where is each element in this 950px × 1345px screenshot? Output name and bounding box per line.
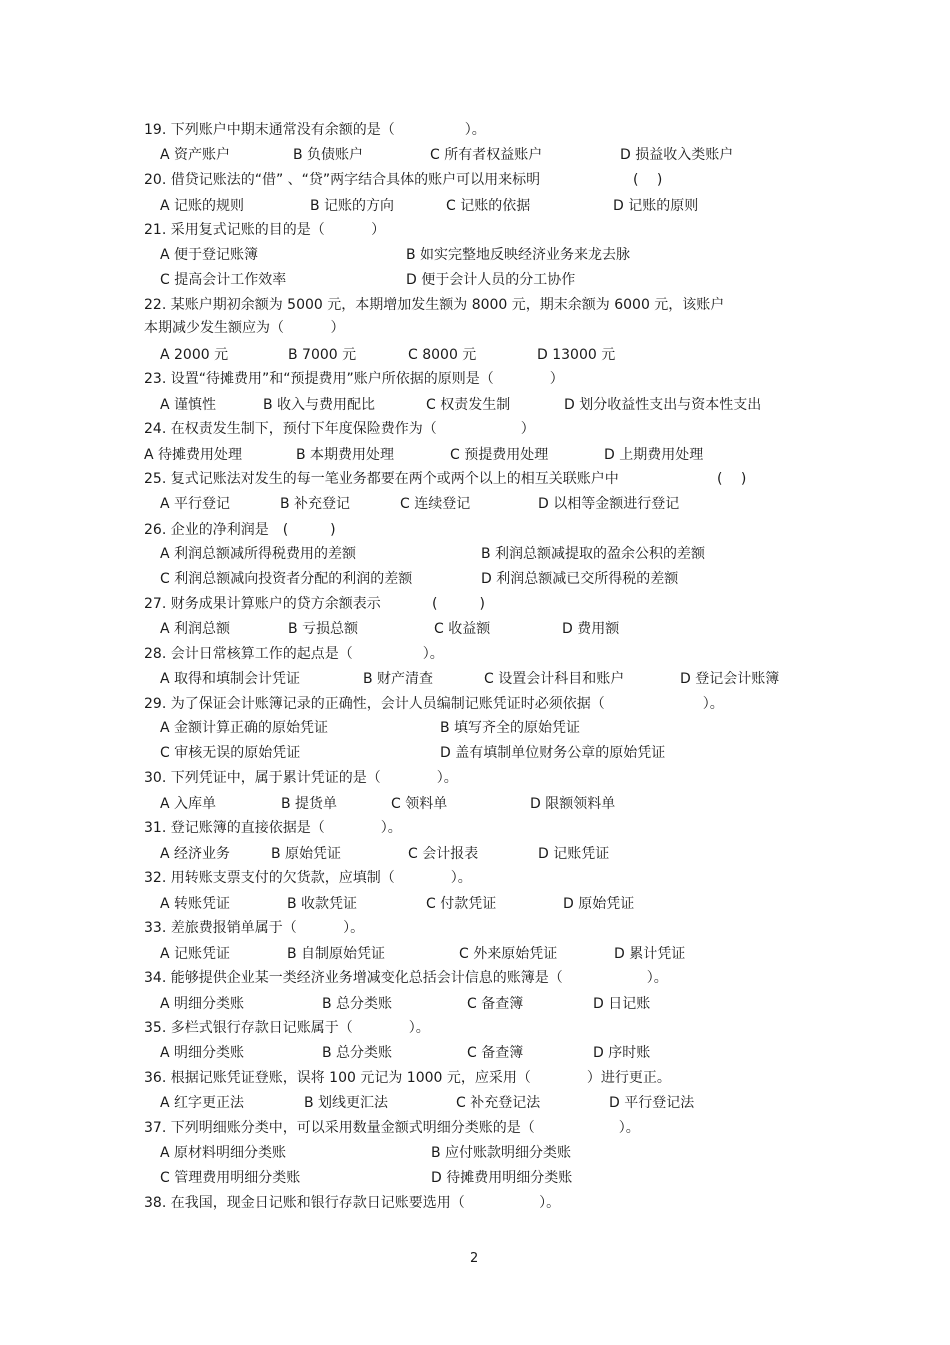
option-text: B 原始凭证	[271, 846, 342, 862]
option-text: B 7000 元	[288, 347, 357, 363]
question-text: 37. 下列明细账分类中，可以采用数量金额式明细分类账的是（ ）。	[144, 1120, 640, 1136]
question-text: 21. 采用复式记账的目的是（ ）	[144, 222, 386, 238]
option-text: D 登记会计账簿	[680, 671, 780, 687]
question-text: 31. 登记账簿的直接依据是（ ）。	[144, 820, 402, 836]
question-text: 22. 某账户期初余额为 5000 元，本期增加发生额为 8000 元，期末余额为 6000 元，该账户	[144, 297, 725, 313]
question-text: 38. 在我国，现金日记账和银行存款日记账要选用（ ）。	[144, 1195, 561, 1211]
option-text: B 财产清查	[363, 671, 434, 687]
option-text: B 收款凭证	[287, 896, 358, 912]
option-text: A 原材料明细分类账	[160, 1145, 287, 1161]
option-text: C 所有者权益账户	[430, 147, 543, 163]
option-text: 27. 财务成果计算账户的贷方余额表示	[144, 596, 381, 612]
option-text: D 待摊费用明细分类账	[431, 1170, 573, 1186]
option-text: A 资产账户	[160, 147, 231, 163]
option-text: D 限额领料单	[530, 796, 616, 812]
question-text: 26. 企业的净利润是 ( )	[144, 522, 336, 538]
option-text: D 记账的原则	[613, 198, 699, 214]
option-text: B 利润总额减提取的盈余公积的差额	[481, 546, 706, 562]
option-text: D 以相等金额进行登记	[538, 496, 680, 512]
question-text: 36. 根据记账凭证登账，误将 100 元记为 1000 元，应采用（ ）进行更正。	[144, 1070, 671, 1086]
option-text: C 审核无误的原始凭证	[160, 745, 301, 761]
option-text: D 费用额	[562, 621, 620, 637]
page-number: 2	[470, 1251, 479, 1266]
option-text: A 利润总额减所得税费用的差额	[160, 546, 357, 562]
option-text: A 谨慎性	[160, 397, 217, 413]
option-text: D 盖有填制单位财务公章的原始凭证	[440, 745, 666, 761]
option-text: D 便于会计人员的分工协作	[406, 272, 576, 288]
option-text: C 备查簿	[467, 996, 524, 1012]
option-text: B 亏损总额	[288, 621, 359, 637]
question-text: 19. 下列账户中期末通常没有余额的是（ ）。	[144, 122, 486, 138]
option-text: A 平行登记	[160, 496, 231, 512]
option-text: C 提高会计工作效率	[160, 272, 287, 288]
option-text: D 13000 元	[537, 347, 616, 363]
option-text: B 如实完整地反映经济业务来龙去脉	[406, 247, 631, 263]
option-text: ( )	[717, 471, 747, 487]
option-text: C 记账的依据	[446, 198, 531, 214]
option-text: B 提货单	[281, 796, 338, 812]
option-text: D 平行登记法	[609, 1095, 695, 1111]
option-text: C 设置会计科目和账户	[484, 671, 625, 687]
option-text: A 待摊费用处理	[144, 447, 243, 463]
option-text: B 补充登记	[280, 496, 351, 512]
option-text: A 记账凭证	[160, 946, 231, 962]
option-text: ( )	[432, 596, 485, 612]
question-text: 29. 为了保证会计账簿记录的正确性，会计人员编制记账凭证时必须依据（ ）。	[144, 696, 724, 712]
option-text: D 原始凭证	[563, 896, 635, 912]
option-text: D 序时账	[593, 1045, 651, 1061]
option-text: B 总分类账	[322, 996, 393, 1012]
question-text: 35. 多栏式银行存款日记账属于（ ）。	[144, 1020, 430, 1036]
option-text: D 上期费用处理	[604, 447, 704, 463]
option-text: C 外来原始凭证	[459, 946, 558, 962]
option-text: C 备查簿	[467, 1045, 524, 1061]
question-text: 30. 下列凭证中，属于累计凭证的是（ ）。	[144, 770, 458, 786]
option-text: C 管理费用明细分类账	[160, 1170, 301, 1186]
option-text: B 填写齐全的原始凭证	[440, 720, 581, 736]
option-text: B 负债账户	[293, 147, 364, 163]
option-text: 25. 复式记账法对发生的每一笔业务都要在两个或两个以上的相互关联账户中	[144, 471, 619, 487]
option-text: A 明细分类账	[160, 996, 245, 1012]
option-text: A 转账凭证	[160, 896, 231, 912]
option-text: C 领料单	[391, 796, 448, 812]
option-text: C 收益额	[434, 621, 491, 637]
option-text: C 连续登记	[400, 496, 471, 512]
option-text: C 权责发生制	[426, 397, 511, 413]
option-text: B 划线更汇法	[304, 1095, 389, 1111]
option-text: B 记账的方向	[310, 198, 395, 214]
option-text: A 便于登记账簿	[160, 247, 259, 263]
option-text: 20. 借贷记账法的“借” 、“贷”两字结合具体的账户可以用来标明	[144, 172, 541, 188]
option-text: C 利润总额减向投资者分配的利润的差额	[160, 571, 413, 587]
question-text: 24. 在权责发生制下，预付下年度保险费作为（ ）	[144, 421, 535, 437]
option-text: C 补充登记法	[456, 1095, 541, 1111]
option-text: A 2000 元	[160, 347, 229, 363]
option-text: D 划分收益性支出与资本性支出	[564, 397, 762, 413]
option-text: B 本期费用处理	[296, 447, 395, 463]
option-text: D 累计凭证	[614, 946, 686, 962]
option-text: C 会计报表	[408, 846, 479, 862]
option-text: A 金额计算正确的原始凭证	[160, 720, 329, 736]
option-text: B 总分类账	[322, 1045, 393, 1061]
option-text: C 预提费用处理	[450, 447, 549, 463]
option-text: B 收入与费用配比	[263, 397, 376, 413]
option-text: C 8000 元	[408, 347, 477, 363]
option-text: D 利润总额减已交所得税的差额	[481, 571, 679, 587]
option-text: A 记账的规则	[160, 198, 245, 214]
question-text: 34. 能够提供企业某一类经济业务增减变化总括会计信息的账簿是（ ）。	[144, 970, 668, 986]
question-text: 33. 差旅费报销单属于（ ）。	[144, 920, 365, 936]
option-text: D 记账凭证	[538, 846, 610, 862]
option-text: A 入库单	[160, 796, 217, 812]
option-text: B 应付账款明细分类账	[431, 1145, 572, 1161]
option-text: A 利润总额	[160, 621, 231, 637]
option-text: A 明细分类账	[160, 1045, 245, 1061]
option-text: C 付款凭证	[426, 896, 497, 912]
question-text: 23. 设置“待摊费用”和“预提费用”账户所依据的原则是（ ）	[144, 371, 564, 387]
question-text: 32. 用转账支票支付的欠货款，应填制（ ）。	[144, 870, 472, 886]
option-text: A 经济业务	[160, 846, 231, 862]
option-text: ( )	[633, 172, 663, 188]
option-text: D 日记账	[593, 996, 651, 1012]
option-text: D 损益收入类账户	[620, 147, 734, 163]
option-text: A 红字更正法	[160, 1095, 245, 1111]
option-text: A 取得和填制会计凭证	[160, 671, 301, 687]
option-text: B 自制原始凭证	[287, 946, 386, 962]
question-text: 28. 会计日常核算工作的起点是（ ）。	[144, 646, 444, 662]
question-text: 本期减少发生额应为（ ）	[144, 320, 345, 336]
